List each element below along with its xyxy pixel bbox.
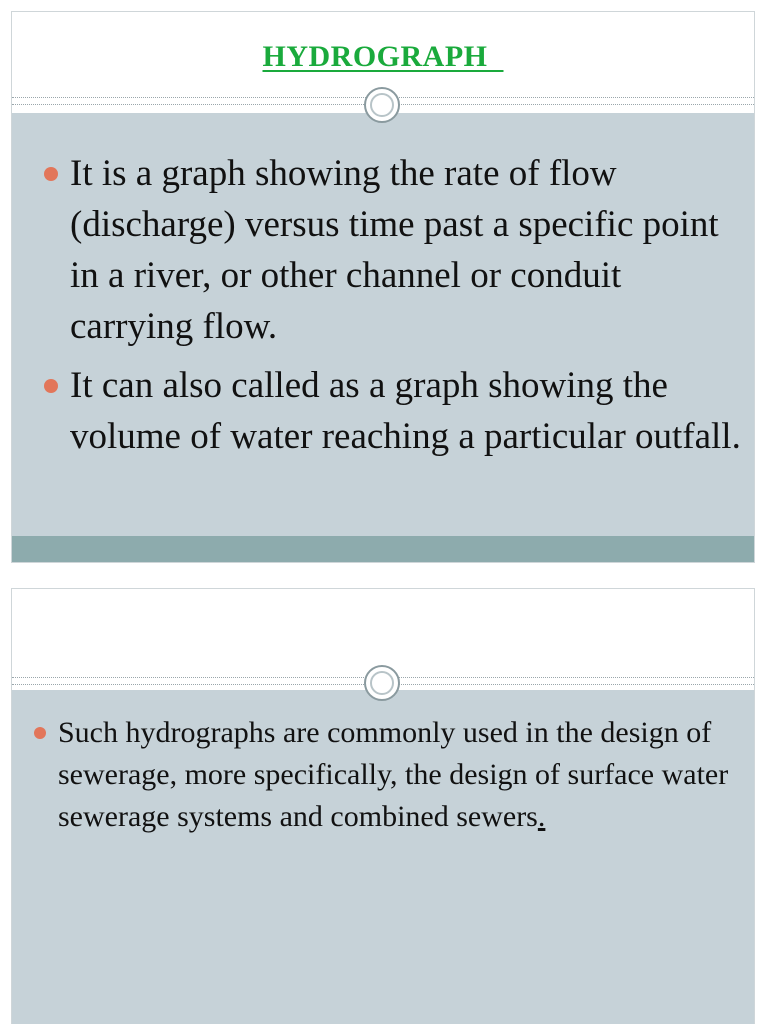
slide-1-footer-bar [12,536,754,562]
bullet-item-3-trailing: . [537,800,546,833]
slide-1-title [12,40,754,74]
round-bullet-icon [34,727,46,739]
slide-1-body [12,113,754,537]
slide-1 [11,11,755,563]
ring-ornament-icon [364,87,400,123]
bullet-item-1-text: It is a graph showing the rate of flow (discharge) versus time past a specific point in a river, or other channel or conduit carrying flow. [70,153,719,347]
slide-2-body [12,690,754,1024]
slide-1-title-text: HYDROGRAPH [262,40,504,73]
slide-2 [11,588,755,1024]
slide-2-bullet-list [34,712,744,838]
ring-ornament-icon [364,665,400,701]
round-bullet-icon [44,379,58,393]
bullet-item-1 [42,148,742,352]
bullet-item-3 [34,712,744,838]
slide-1-bullet-list [42,148,742,470]
bullet-item-2-text: It can also called as a graph showing the volume of water reaching a particular outfall. [70,365,741,457]
bullet-item-2 [42,360,742,462]
round-bullet-icon [44,167,58,181]
bullet-item-3-text: Such hydrographs are commonly used in the design of sewerage, more specifically, the design of surface water sewerage systems and combined sewers [58,716,729,833]
